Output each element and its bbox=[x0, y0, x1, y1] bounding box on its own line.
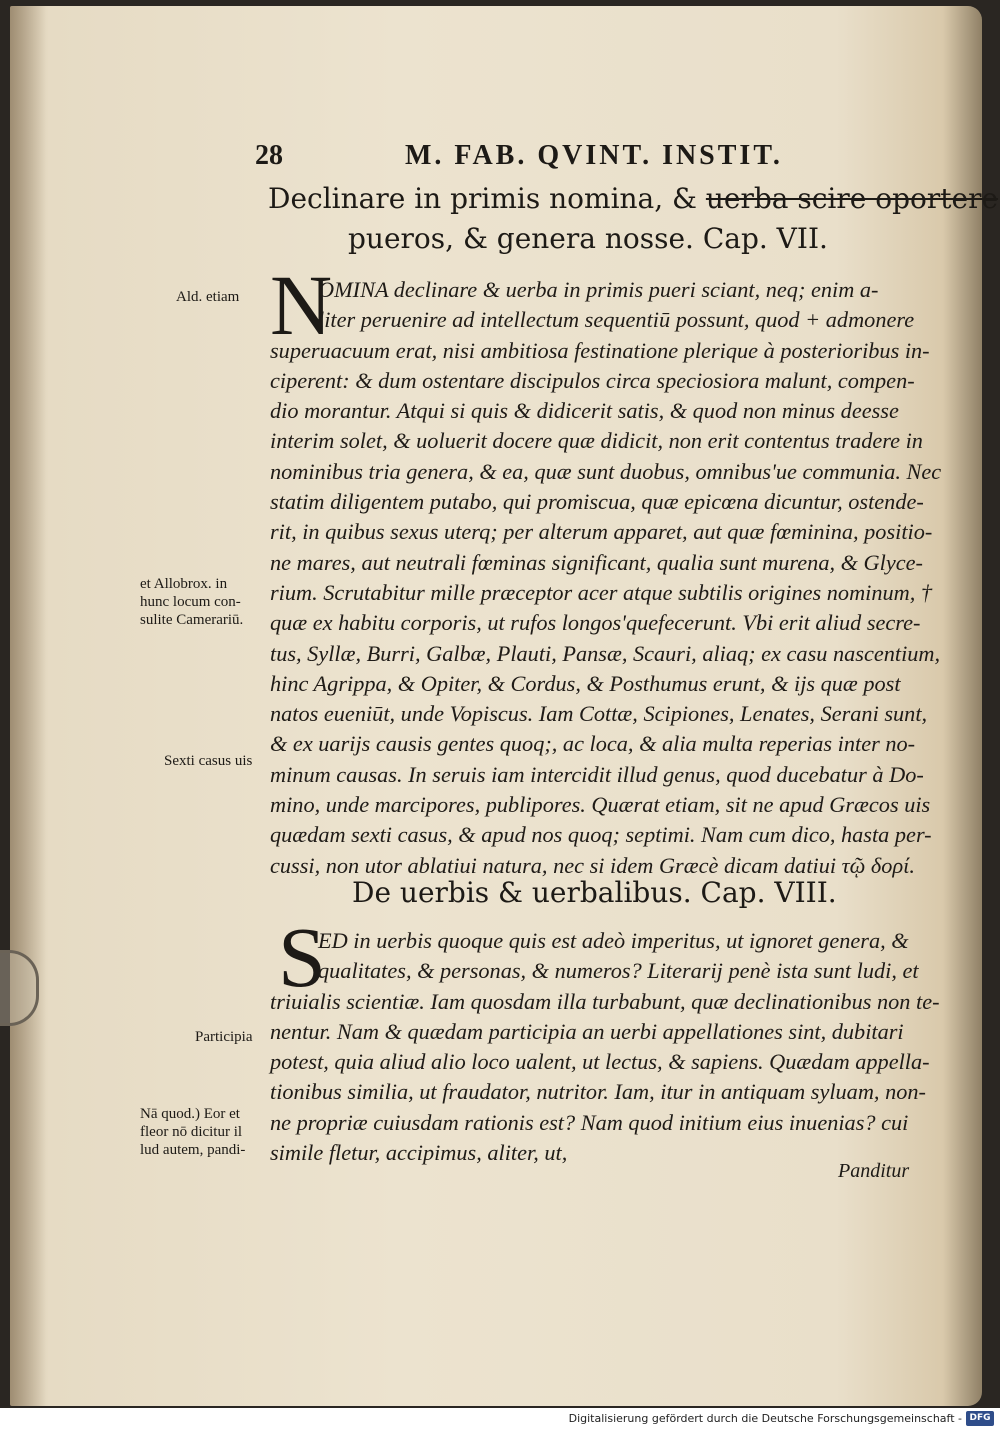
text-line: statim diligentem putabo, qui promiscua, quæ epicœna dicuntur, ostende- bbox=[270, 489, 924, 515]
running-title: M. FAB. QVINT. INSTIT. bbox=[405, 140, 783, 171]
running-header bbox=[255, 140, 815, 180]
dfg-credit: Digitalisierung gefördert durch die Deutsche Forschungsgemeinschaft - bbox=[568, 1412, 962, 1425]
text-line: tionibus similia, ut fraudator, nutritor. Iam, itur in antiquam syluam, non- bbox=[270, 1079, 926, 1105]
chapter8-title: De uerbis & uerbalibus. Cap. VIII. bbox=[352, 876, 837, 909]
text-line: natos eueniūt, unde Vopiscus. Iam Cottæ, Scipiones, Lenates, Serani sunt, bbox=[270, 701, 928, 727]
text-line: simile fletur, accipimus, aliter, ut, bbox=[270, 1140, 568, 1166]
text-line: rit, in quibus sexus uterq; per alterum apparet, aut quæ fœminina, positio- bbox=[270, 519, 933, 545]
spine-shadow bbox=[10, 6, 46, 1406]
text-line: qualitates, & personas, & numeros? Literarij penè ista sunt ludi, et bbox=[318, 958, 919, 984]
text-line: ne propriæ cuiusdam rationis est? Nam quod initium eius inuenias? cui bbox=[270, 1109, 909, 1135]
text-line: OMINA declinare & uerba in primis pueri sciant, neq; enim a- bbox=[318, 277, 879, 302]
dropcap-n: N bbox=[270, 257, 333, 353]
margin-note-allobrox: et Allobrox. in hunc locum con- sulite Camerariū. bbox=[140, 576, 244, 628]
text-line: quædam sexti casus, & apud nos quoq; septimi. Nam cum dico, hasta per- bbox=[270, 822, 932, 848]
margin-note-naquod: Nā quod.) Eor et fleor nō dicitur il lud autem, pandi- bbox=[140, 1106, 246, 1158]
text-line: rium. Scrutabitur mille præceptor acer atque subtilis origines nominum, † bbox=[270, 579, 933, 605]
text-line: superuacuum erat, nisi ambitiosa festinatione plerique à posterioribus in- bbox=[270, 337, 930, 363]
text-line: tus, Syllæ, Burri, Galbæ, Plauti, Pansæ, Scauri, aliaq; ex casu nascentium, bbox=[270, 640, 941, 666]
text-line: nentur. Nam & quædam participia an uerbi appellationes sint, dubitari bbox=[270, 1018, 904, 1044]
page-number: 28 bbox=[255, 140, 283, 171]
text-line: & ex uarijs causis gentes quoq;, ac loca, & alia multa reperias inter no- bbox=[270, 731, 916, 757]
text-line: liter peruenire ad intellectum sequentiū possunt, quod + admonere bbox=[318, 307, 915, 333]
margin-note-participia: Participia bbox=[195, 1029, 253, 1045]
text-line: nominibus tria genera, & ea, quæ sunt duobus, omnibus'ue communia. Nec bbox=[270, 458, 942, 484]
margin-note-sexti: Sexti casus uis bbox=[164, 753, 253, 769]
text-line: mino, unde marcipores, publipores. Quærat etiam, sit ne apud Græcos uis bbox=[270, 792, 931, 818]
text-line: interim solet, & uoluerit docere quæ didicit, non erit contentus tradere in bbox=[270, 428, 923, 454]
chapter7-title-line2: pueros, & genera nosse. Cap. VII. bbox=[348, 222, 828, 255]
text-line: ED in uerbis quoque quis est adeò imperitus, ut ignoret genera, & bbox=[318, 928, 909, 953]
text-line: minum causas. In seruis iam intercidit illud genus, quod ducebatur à Do- bbox=[270, 761, 924, 787]
text-line: triuialis scientiæ. Iam quosdam illa turbabunt, quæ declinationibus non te- bbox=[270, 988, 940, 1014]
text-line: quæ ex habitu corporis, ut rufos longos'quefecerunt. Vbi erit aliud secre- bbox=[270, 610, 921, 636]
chapter8-body bbox=[270, 926, 940, 1168]
text-line: dio morantur. Atqui si quis & didicerit satis, & quod non minus deesse bbox=[270, 398, 899, 424]
chapter7-body bbox=[270, 275, 940, 881]
dfg-logo: DFG bbox=[966, 1411, 994, 1426]
margin-note-ald: Ald. etiam bbox=[176, 289, 240, 305]
text-line: hinc Agrippa, & Opiter, & Cordus, & Posthumus erunt, & ijs quæ post bbox=[270, 670, 901, 696]
text-line: ciperent: & dum ostentare discipulos circa speciosiora malunt, compen- bbox=[270, 367, 915, 393]
text-line: cussi, non utor ablatiui natura, nec si idem Græcè dicam datiui τῷ δορί. bbox=[270, 852, 915, 878]
chapter7-title-line1: Declinare in primis nomina, & uerba scire oportere bbox=[268, 182, 999, 215]
text-line: ne mares, aut neutrali fœminas significant, qualia sunt murena, & Glyce- bbox=[270, 549, 923, 575]
dropcap-s: S bbox=[278, 909, 326, 1005]
catchword: Panditur bbox=[838, 1160, 910, 1182]
text-line: potest, quia aliud alio loco ualent, ut lectus, & sapiens. Quædam appella- bbox=[270, 1049, 930, 1075]
